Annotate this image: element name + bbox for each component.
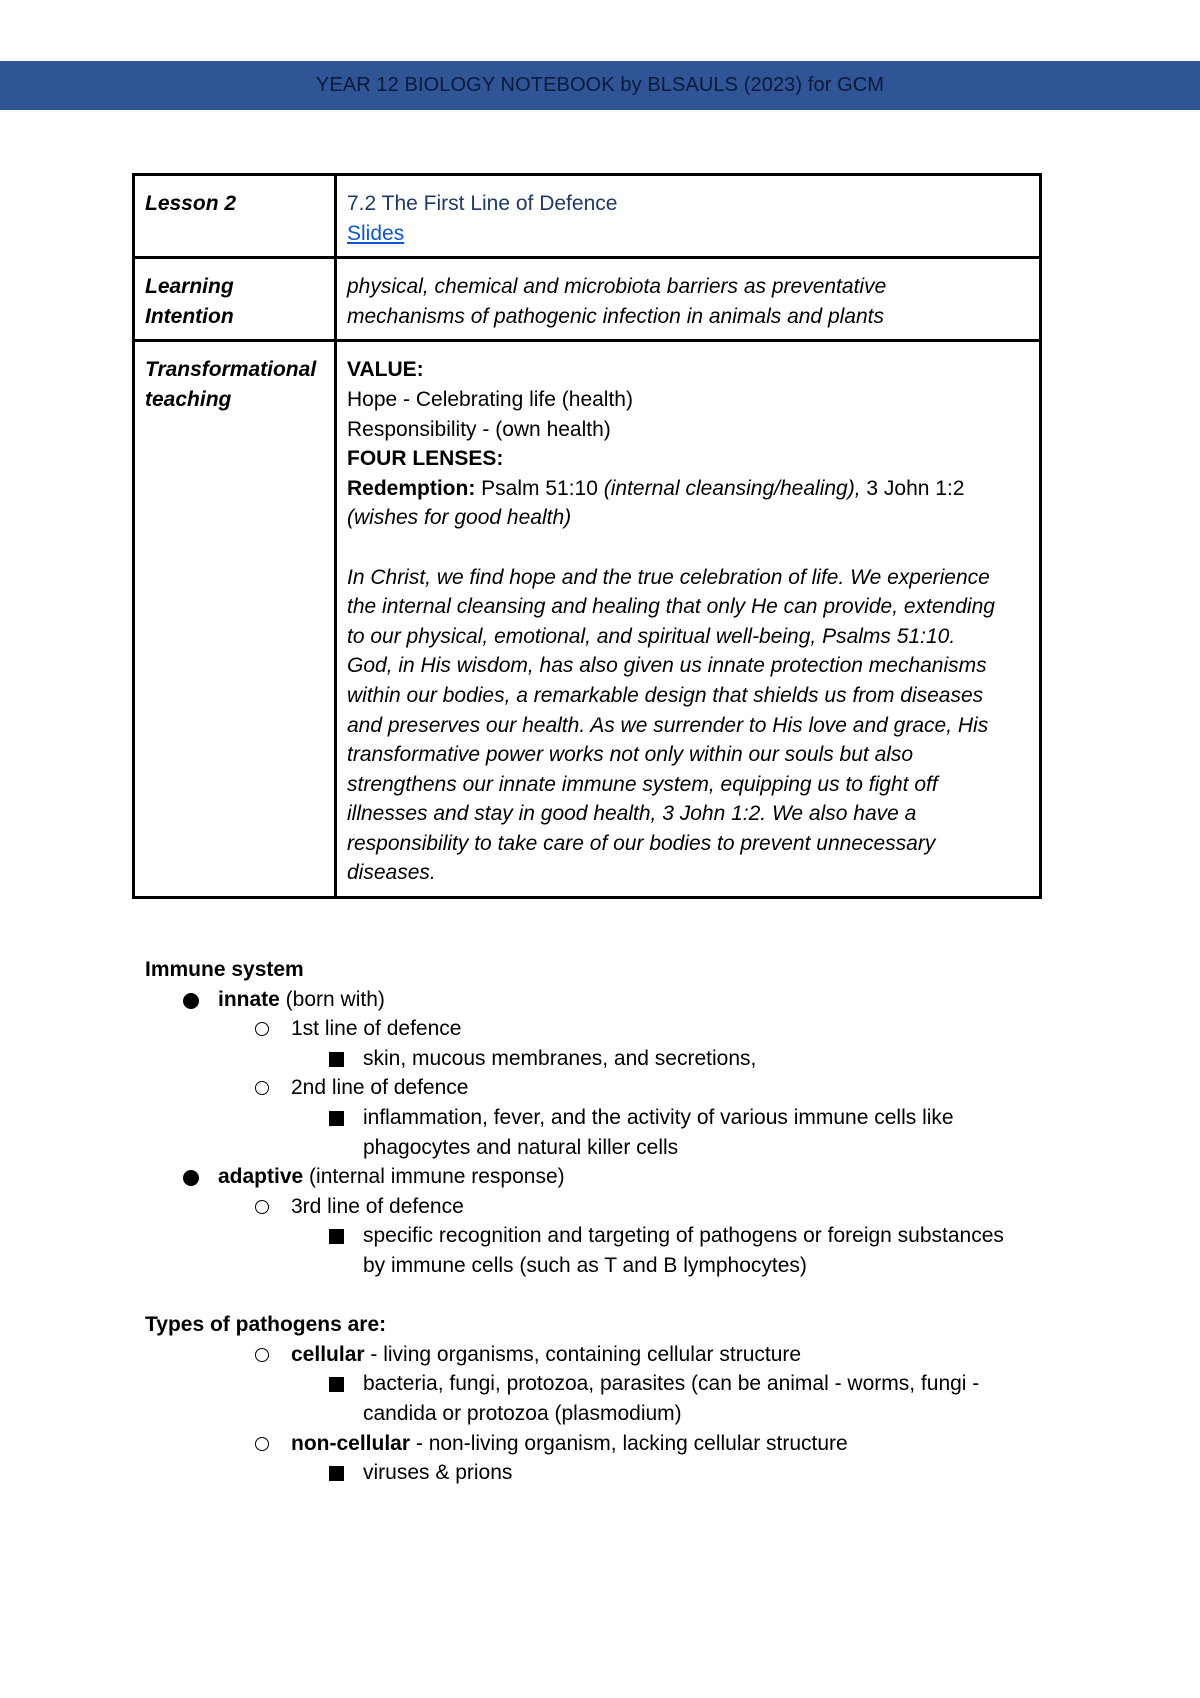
lesson-label: Lesson 2	[134, 175, 336, 258]
cellular-detail-1: bacteria, fungi, protozoa, parasites (can be animal - worms, fungi -	[363, 1372, 980, 1396]
paragraph-line: In Christ, we find hope and the true celebration of life. We experience	[347, 565, 990, 589]
learning-intention-line1: physical, chemical and microbiota barriers as preventative	[347, 275, 887, 299]
banner-text: YEAR 12 BIOLOGY NOTEBOOK by BLSAULS (2023) for GCM	[315, 74, 885, 96]
list-item	[145, 1162, 1045, 1192]
innate-term: innate	[218, 987, 280, 1011]
square-bullet-icon	[329, 1377, 344, 1392]
list-item	[145, 1103, 1045, 1162]
reflection-paragraph	[347, 563, 1029, 889]
paragraph-line: God, in His wisdom, has also given us innate protection mechanisms	[347, 654, 987, 678]
paragraph-line: transformative power works not only within our souls but also	[347, 743, 914, 767]
learning-intention-line2: mechanisms of pathogenic infection in animals and plants	[347, 304, 884, 328]
third-line-detail-1: specific recognition and targeting of pathogens or foreign substances	[363, 1224, 1004, 1248]
cellular-detail-2: candida or protozoa (plasmodium)	[363, 1401, 682, 1425]
filled-circle-bullet-icon	[183, 993, 199, 1009]
hollow-circle-bullet-icon	[255, 1348, 269, 1362]
list-item	[145, 1429, 1045, 1459]
lesson-row	[134, 175, 1041, 258]
list-item	[145, 1014, 1045, 1044]
header-banner	[0, 61, 1200, 110]
lesson-title: 7.2 The First Line of Defence	[347, 192, 618, 215]
hollow-circle-bullet-icon	[255, 1081, 269, 1095]
immune-system-heading: Immune system	[145, 958, 304, 981]
redemption-note1: (internal cleansing/healing),	[603, 476, 861, 500]
slides-link[interactable]: Slides	[347, 221, 405, 245]
second-line-text: 2nd line of defence	[291, 1076, 469, 1100]
paragraph-line: strengthens our innate immune system, equipping us to fight off	[347, 772, 938, 796]
third-line-text: 3rd line of defence	[291, 1194, 464, 1218]
lesson-table	[132, 173, 1042, 899]
square-bullet-icon	[329, 1111, 344, 1126]
square-bullet-icon	[329, 1466, 344, 1481]
hollow-circle-bullet-icon	[255, 1200, 269, 1214]
lenses-heading: FOUR LENSES:	[347, 447, 504, 471]
second-line-detail-2: phagocytes and natural killer cells	[363, 1135, 679, 1159]
redemption-label: Redemption:	[347, 476, 476, 500]
value-heading: VALUE:	[347, 358, 424, 382]
learning-intention-label-line2: Intention	[145, 304, 234, 328]
first-line-text: 1st line of defence	[291, 1017, 462, 1041]
paragraph-line: and preserves our health. As we surrender to His love and grace, His	[347, 713, 989, 737]
redemption-line	[347, 474, 1029, 504]
paragraph-line: within our bodies, a remarkable design that shields us from diseases	[347, 683, 984, 707]
value-line2: Responsibility - (own health)	[347, 417, 611, 441]
redemption-note2: (wishes for good health)	[347, 506, 572, 530]
list-item	[145, 1044, 1045, 1074]
paragraph-line: diseases.	[347, 861, 436, 885]
square-bullet-icon	[329, 1229, 344, 1244]
first-line-detail: skin, mucous membranes, and secretions,	[363, 1046, 757, 1070]
third-line-detail-2: by immune cells (such as T and B lymphocytes)	[363, 1253, 807, 1277]
paragraph-line: responsibility to take care of our bodies to prevent unnecessary	[347, 831, 936, 855]
paragraph-line: the internal cleansing and healing that only He can provide, extending	[347, 595, 995, 619]
transformational-teaching-content	[336, 341, 1041, 898]
adaptive-desc: (internal immune response)	[303, 1165, 565, 1189]
innate-desc: (born with)	[279, 987, 385, 1011]
noncellular-desc: - non-living organism, lacking cellular structure	[410, 1431, 848, 1455]
cellular-desc: - living organisms, containing cellular structure	[364, 1342, 802, 1366]
value-line1: Hope - Celebrating life (health)	[347, 387, 633, 411]
redemption-ref1: Psalm 51:10	[475, 476, 604, 500]
list-item	[145, 1458, 1045, 1488]
noncellular-detail: viruses & prions	[363, 1461, 513, 1485]
learning-intention-row	[134, 258, 1041, 341]
lesson-title-cell	[336, 175, 1041, 258]
adaptive-term: adaptive	[218, 1165, 304, 1189]
filled-circle-bullet-icon	[183, 1170, 199, 1186]
list-item	[145, 1073, 1045, 1103]
learning-intention-text	[336, 258, 1041, 341]
hollow-circle-bullet-icon	[255, 1022, 269, 1036]
square-bullet-icon	[329, 1052, 344, 1067]
tt-label-line1: Transformational	[145, 358, 317, 382]
list-item	[145, 985, 1045, 1015]
noncellular-term: non-cellular	[291, 1431, 411, 1455]
list-item	[145, 1221, 1045, 1280]
pathogens-heading: Types of pathogens are:	[145, 1313, 387, 1337]
transformational-teaching-label	[134, 341, 336, 898]
paragraph-line: illnesses and stay in good health, 3 John 1:2. We also have a	[347, 802, 917, 826]
list-item	[145, 1340, 1045, 1370]
notes-section	[145, 955, 1045, 1488]
redemption-ref2: 3 John 1:2	[860, 476, 965, 500]
second-line-detail-1: inflammation, fever, and the activity of various immune cells like	[363, 1105, 954, 1129]
paragraph-line: to our physical, emotional, and spiritual well-being, Psalms 51:10.	[347, 624, 956, 648]
list-item	[145, 1369, 1045, 1428]
hollow-circle-bullet-icon	[255, 1437, 269, 1451]
tt-label-line2: teaching	[145, 387, 232, 411]
learning-intention-label-line1: Learning	[145, 275, 234, 299]
transformational-teaching-row	[134, 341, 1041, 898]
list-item	[145, 1192, 1045, 1222]
cellular-term: cellular	[291, 1342, 365, 1366]
learning-intention-label	[134, 258, 336, 341]
